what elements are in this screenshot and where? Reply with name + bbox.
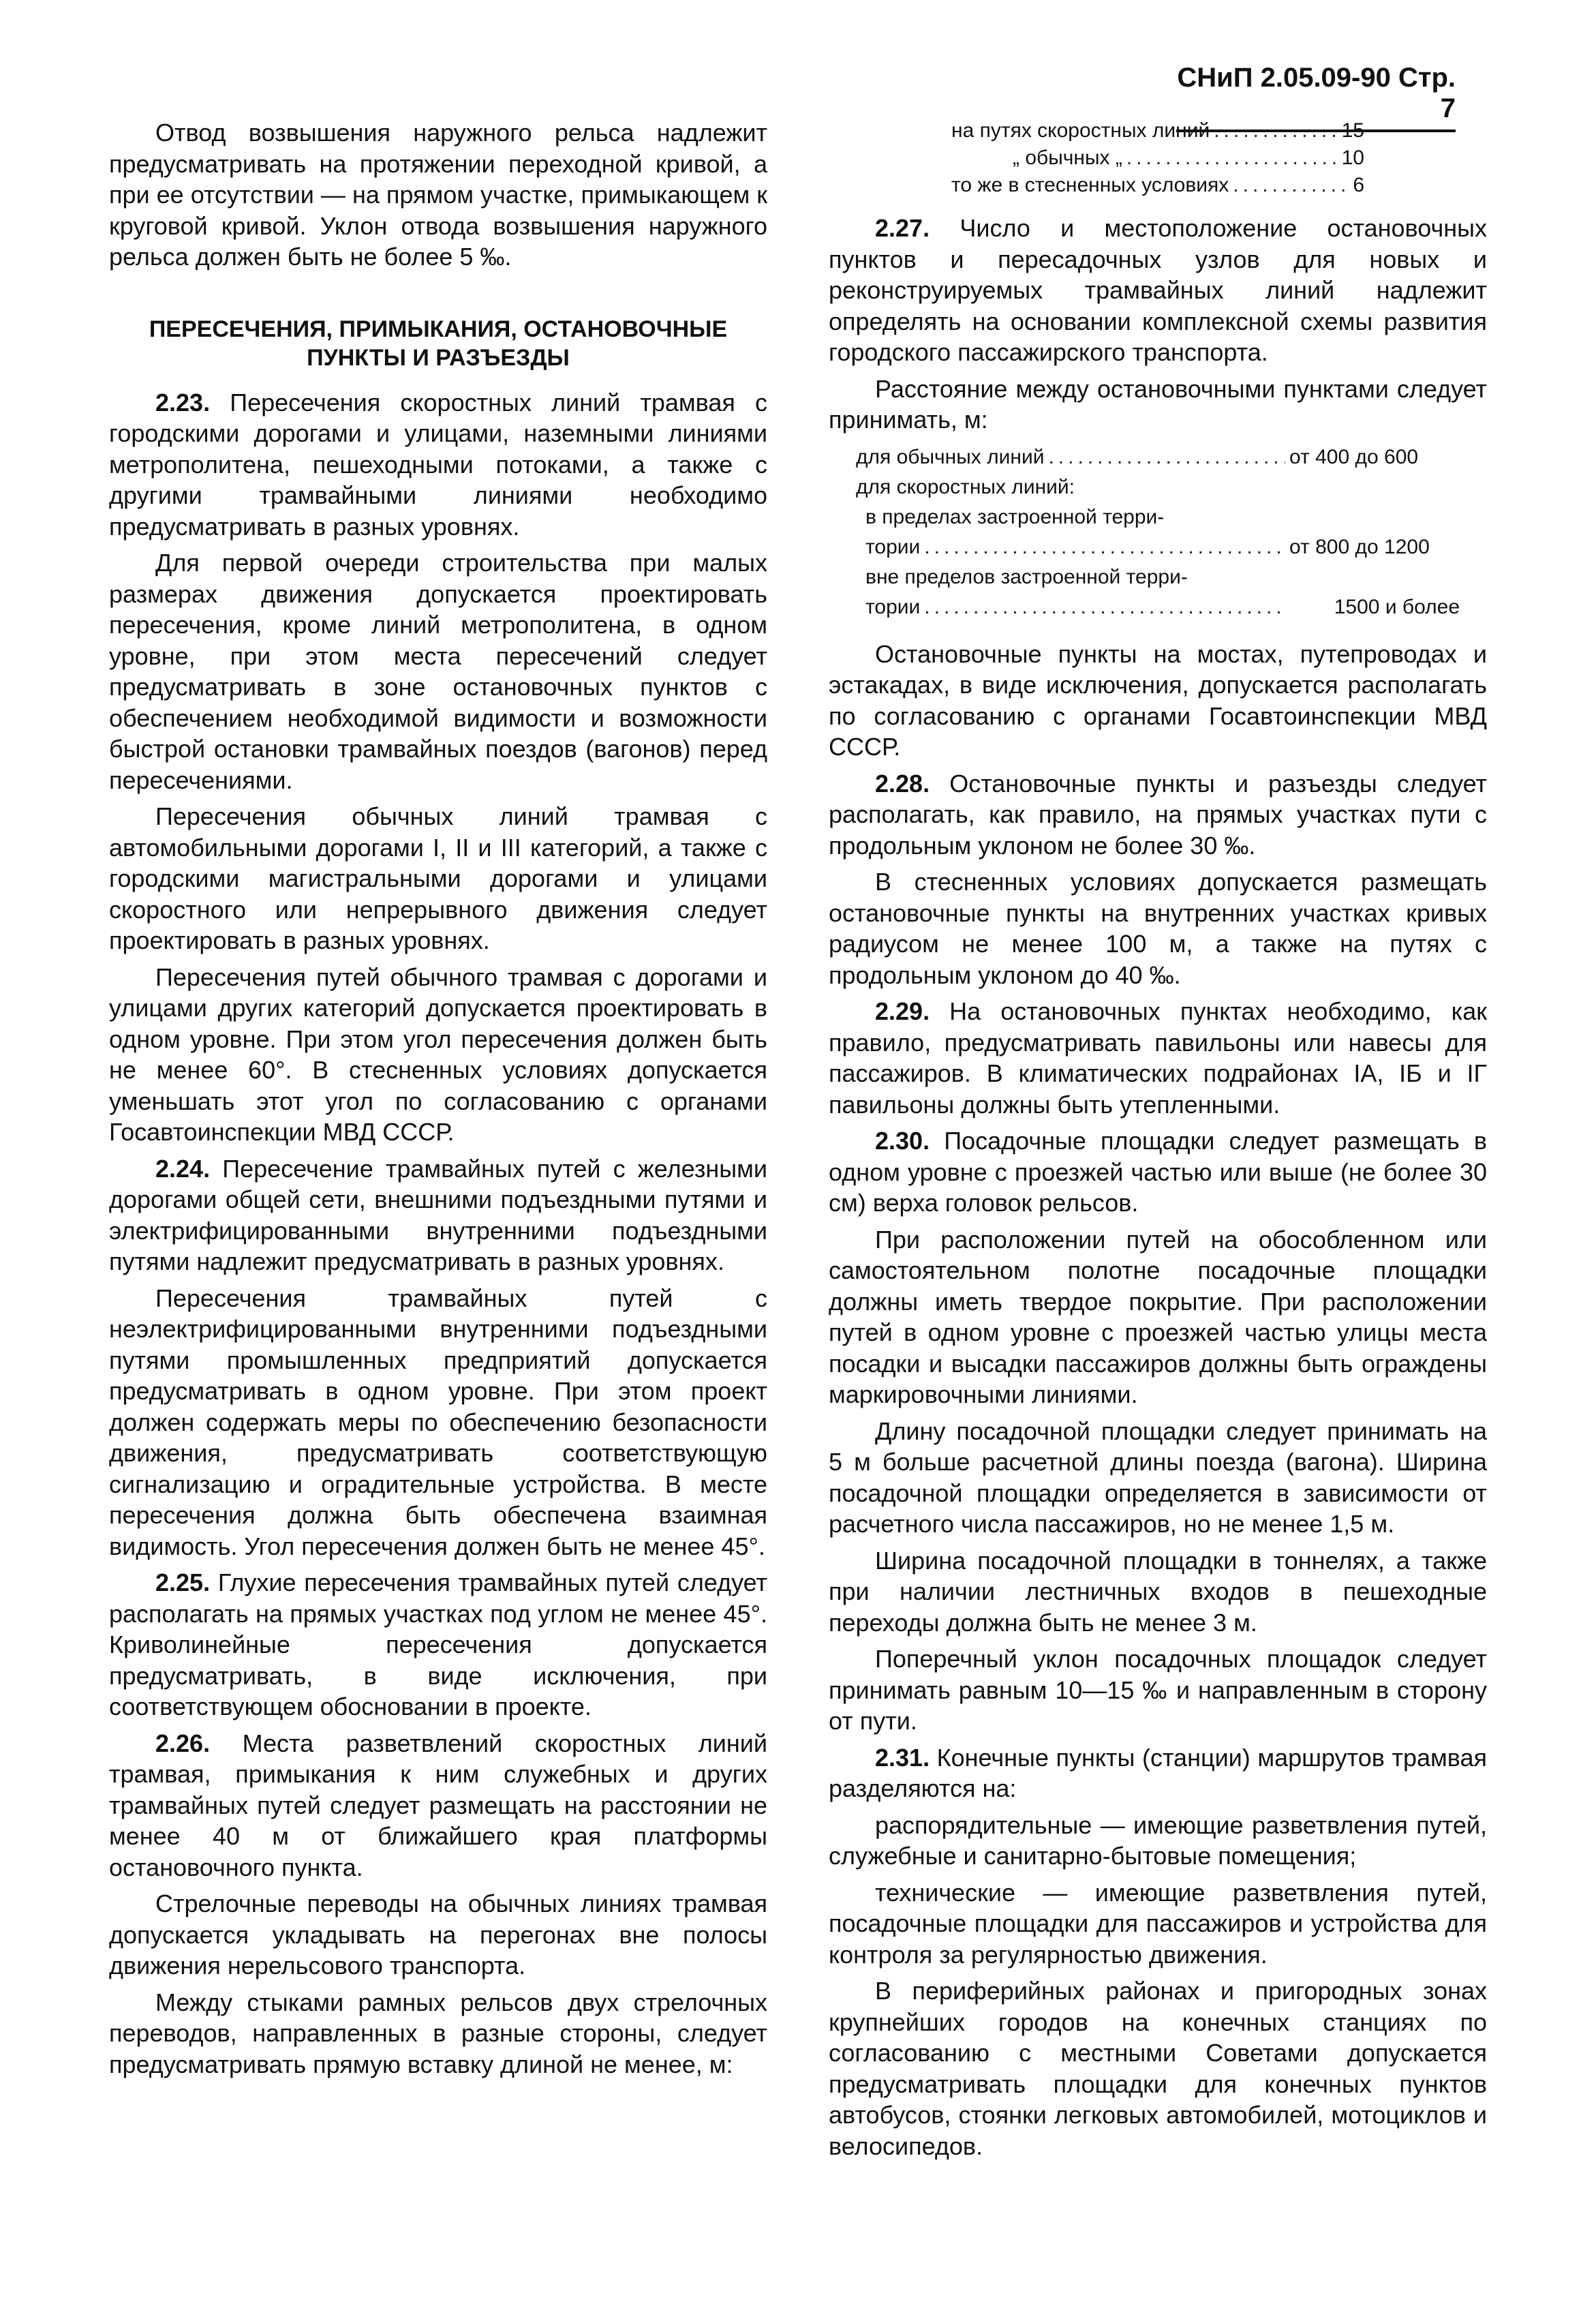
clause-number: 2.23. xyxy=(155,388,211,416)
table-row xyxy=(856,534,1460,561)
table-row xyxy=(856,444,1460,471)
row-label: для скоростных линий: xyxy=(856,475,1075,498)
paragraph: Длину посадочной площадки следует принимать на 5 м больше расчетной длины поезда (вагона). Ширина посадочной площадки определяется в зависимости от расчетного числа пассажиров, но не менее 1,5 м. xyxy=(829,1416,1487,1538)
clause-number: 2.26. xyxy=(155,1729,211,1757)
paragraph: Ширина посадочной площадки в тоннелях, а также при наличии лестничных входов в пешеходные переходы должна быть не менее 3 м. xyxy=(829,1546,1487,1637)
document-reference: СНиП 2.05.09-90 Стр. 7 xyxy=(1177,63,1456,123)
row-label: в пределах застроенной терри- xyxy=(865,505,1165,528)
paragraph: Поперечный уклон посадочных площадок следует принимать равным 10—15 ‰ и направленным в сторону от пути. xyxy=(829,1645,1487,1735)
clause-2-26 xyxy=(109,1728,767,1883)
row-label: то же в стесненных условиях xyxy=(951,174,1229,196)
clause-text: Глухие пересечения трамвайных путей следует располагать на прямых участках под углом не менее 45°. Криволинейные пересечения допускается предусматривать, в виде исключения, при соответствующем обосновании в проекте. xyxy=(109,1568,767,1720)
row-label: вне пределов застроенной терри- xyxy=(865,565,1188,588)
clause-number: 2.27. xyxy=(875,214,930,242)
row-value: от 400 до 600 xyxy=(1289,445,1419,468)
paragraph: При расположении путей на обособленном или самостоятельном полотне посадочные площадки должны иметь твердое покрытие. При расположении путей в одном уровне с проезжей частью улицы места посадки и высадки пассажиров должны быть ограждены маркировочными линиями. xyxy=(829,1225,1487,1408)
paragraph: Пересечения обычных линий трамвая с автомобильными дорогами I, II и III категорий, а также с городскими магистральными дорогами и улицами скоростного или непрерывного движения следует проектировать в разных уровнях. xyxy=(109,802,767,954)
table-row xyxy=(951,172,1364,199)
clause-text: Остановочные пункты и разъезды следует располагать, как правило, на прямых участках пути с продольным уклоном не более 30 ‰. xyxy=(829,769,1487,860)
dot-leader xyxy=(1233,172,1349,199)
row-value: от 800 до 1200 xyxy=(1289,535,1430,558)
clause-2-30 xyxy=(829,1125,1487,1219)
row-label: тории xyxy=(865,595,921,618)
dot-leader xyxy=(924,594,1285,621)
clause-number: 2.31. xyxy=(875,1743,930,1772)
row-label: для обычных линий xyxy=(856,445,1045,468)
dot-leader xyxy=(1126,145,1338,172)
clause-text: Конечные пункты (станции) маршрутов трамвая разделяются на: xyxy=(829,1743,1487,1802)
paragraph: Между стыками рамных рельсов двух стрелочных переводов, направленных в разные стороны, следует предусматривать прямую вставку длиной не менее, м: xyxy=(109,1988,767,2078)
clause-2-24 xyxy=(109,1153,767,1277)
stop-distance-table xyxy=(856,444,1460,621)
row-value: 10 xyxy=(1341,147,1364,169)
clause-2-31 xyxy=(829,1742,1487,1804)
clause-text: Число и местоположение остановочных пунктов и пересадочных узлов для новых и реконструируемых трамвайных линий надлежит определять на основании комплексной схемы развития городского пассажирского транспорта. xyxy=(829,214,1487,366)
paragraph: Пересечения трамвайных путей с неэлектрифицированными внутренними подъездными путями промышленных предприятий допускается предусматривать в одном уровне. При этом проект должен содержать меры по обеспечению безопасности движения, предусматривать соответствующую сигнализацию и оградительные устройства. В месте пересечения должна быть обеспечена взаимная видимость. Угол пересечения должен быть не менее 45°. xyxy=(109,1284,767,1560)
paragraph: Стрелочные переводы на обычных линиях трамвая допускается укладывать на перегонах вне полосы движения нерельсового транспорта. xyxy=(109,1890,767,1979)
row-label: „ обычных „ xyxy=(1013,147,1122,169)
dot-leader xyxy=(924,534,1285,561)
clause-2-23 xyxy=(109,387,767,543)
paragraph: Пересечения путей обычного трамвая с дорогами и улицами других категорий допускается проектировать в одном уровне. При этом угол пересечения должен быть не менее 60°. В стесненных условиях допускается уменьшать этот угол по согласованию с органами Госавтоинспекции МВД СССР. xyxy=(109,962,767,1146)
table-row xyxy=(856,594,1460,621)
paragraph: В стесненных условиях допускается размещать остановочные пункты на внутренних участках кривых радиусом не менее 100 м, а также на путях с продольным уклоном до 40 ‰. xyxy=(829,868,1487,989)
row-value: 1500 и более xyxy=(1334,595,1460,618)
row-label: тории xyxy=(865,535,921,558)
table-row xyxy=(951,117,1364,145)
clause-number: 2.28. xyxy=(875,769,930,798)
clause-2-28 xyxy=(829,768,1487,862)
paragraph: Для первой очереди строительства при малых размерах движения допускается проектировать пересечения, кроме линий метрополитена, в одном уровне, при этом места пересечений следует предусматривать в зоне остановочных пунктов с обеспечением необходимой видимости и возможности быстрой остановки трамвайных поездов (вагонов) перед пересечениями. xyxy=(109,549,767,794)
dot-leader xyxy=(1214,117,1337,145)
clause-text: Пересечение трамвайных путей с железными дорогами общей сети, внешними подъездными путями и электрифицированными внутренними подъездными путями надлежит предусматривать в разных уровнях. xyxy=(109,1154,767,1275)
clause-number: 2.24. xyxy=(155,1154,211,1183)
paragraph: Остановочные пункты на мостах, путепроводах и эстакадах, в виде исключения, допускается располагать по согласованию с органами Госавтоинспекции МВД СССР. xyxy=(829,639,1487,761)
table-row xyxy=(856,474,1460,501)
clause-number: 2.29. xyxy=(875,997,930,1025)
dot-leader xyxy=(1048,444,1285,471)
row-value: 6 xyxy=(1353,174,1364,196)
paragraph: Отвод возвышения наружного рельса надлежит предусматривать на протяжении переходной кривой, а при ее отсутствии — на прямом участке, примыкающем к круговой кривой. Уклон отвода возвышения наружного рельса должен быть не более 5 ‰. xyxy=(109,119,767,271)
clause-number: 2.25. xyxy=(155,1568,211,1596)
paragraph: технические — имеющие разветвления путей, посадочные площадки для пассажиров и устройства для контроля за регулярностью движения. xyxy=(829,1878,1487,1969)
clause-2-27 xyxy=(829,213,1487,368)
section-heading: ПЕРЕСЕЧЕНИЯ, ПРИМЫКАНИЯ, ОСТАНОВОЧНЫЕ ПУНКТЫ И РАЗЪЕЗДЫ xyxy=(149,316,728,371)
table-row xyxy=(856,504,1460,531)
paragraph: Расстояние между остановочными пунктами следует принимать, м: xyxy=(829,374,1487,434)
paragraph: В периферийных районах и пригородных зонах крупнейших городов на конечных станциях по согласованию с местными Советами допускается предусматривать площадки для конечных пунктов автобусов, стоянки легковых автомобилей, мотоциклов и велосипедов. xyxy=(829,1977,1487,2160)
row-value: 15 xyxy=(1341,119,1364,142)
clause-text: Места разветвлений скоростных линий трамвая, примыкания к ним служебных и других трамвайных путей следует размещать на расстоянии не менее 40 м от ближайшего края платформы остановочного пункта. xyxy=(109,1729,767,1881)
row-label: на путях скоростных линий xyxy=(951,119,1210,142)
clause-number: 2.30. xyxy=(875,1127,930,1155)
clause-2-29 xyxy=(829,996,1487,1120)
insert-length-table xyxy=(951,117,1364,199)
clause-2-25 xyxy=(109,1567,767,1723)
left-column xyxy=(109,117,767,2085)
table-row xyxy=(951,145,1364,172)
right-column xyxy=(829,117,1487,2167)
paragraph: распорядительные — имеющие разветвления путей, служебные и санитарно-бытовые помещения; xyxy=(829,1810,1487,1870)
clause-text: Посадочные площадки следует размещать в одном уровне с проезжей частью или выше (не более 30 см) верха головок рельсов. xyxy=(829,1127,1487,1217)
clause-text: На остановочных пунктах необходимо, как правило, предусматривать павильоны или навесы для пассажиров. В климатических подрайонах IА, IБ и IГ павильоны должны быть утепленными. xyxy=(829,997,1487,1119)
clause-text: Пересечения скоростных линий трамвая с городскими дорогами и улицами, наземными линиями метрополитена, пешеходными потоками, а также с другими трамвайными линиями необходимо предусматривать в разных уровнях. xyxy=(109,388,767,541)
table-row xyxy=(856,564,1460,591)
